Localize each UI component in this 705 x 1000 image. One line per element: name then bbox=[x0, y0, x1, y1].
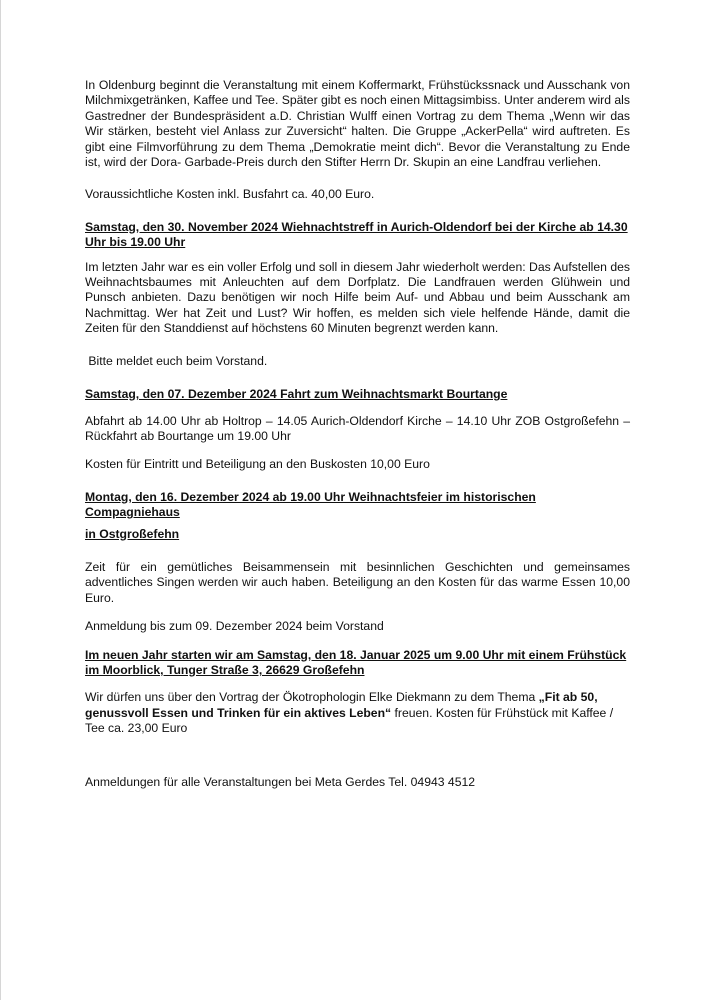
heading-dec16-line1: Montag, den 16. Dezember 2024 ab 19.00 Uhr Weihnachtsfeier im historischen Compagniehaus bbox=[85, 489, 536, 520]
paragraph-nov30: Im letzten Jahr war es ein voller Erfolg und soll in diesem Jahr wiederholt werden: Das Aufstellen des Weihnachtsbaumes mit Anleuchten auf dem Dorfplatz. Die Landfrauen werden Glühwein und Punsch anbieten. Dazu benötigen wir noch Hilfe beim Auf- und Abbau und beim Ausschank am Nachmittag. Wer hat Zeit und Lust? Wir hoffen, es melden sich viele helfende Hände, damit die Zeiten für den Standdienst auf höchstens 60 Minuten begrenzt werden kann. bbox=[85, 259, 630, 336]
page-edge bbox=[0, 0, 1, 1000]
note-nov30: Bitte meldet euch beim Vorstand. bbox=[85, 353, 268, 368]
heading-nov30: Samstag, den 30. November 2024 Wiehnachtstreff in Aurich-Oldendorf bei der Kirche ab 14.30 Uhr bis 19.00 Uhr bbox=[85, 219, 628, 250]
registration-dec16: Anmeldung bis zum 09. Dezember 2024 beim Vorstand bbox=[85, 619, 384, 634]
intro-cost: Voraussichtliche Kosten inkl. Busfahrt ca. 40,00 Euro. bbox=[85, 187, 375, 202]
heading-dec07: Samstag, den 07. Dezember 2024 Fahrt zum Weihnachtsmarkt Bourtange bbox=[85, 387, 508, 402]
page-content bbox=[85, 78, 630, 790]
heading-jan18: Im neuen Jahr starten wir am Samstag, den 18. Januar 2025 um 9.00 Uhr mit einem Frühstück im Moorblick, Tunger Straße 3, 26629 Großefehn bbox=[85, 647, 627, 677]
paragraph-dec16: Zeit für ein gemütliches Beisammensein mit besinnlichen Geschichten und gemeinsames adventliches Singen werden wir auch haben. Beteiligung an den Kosten für das warme Essen 10,00 Euro. bbox=[85, 559, 630, 605]
footer-contact: Anmeldungen für alle Veranstaltungen bei Meta Gerdes Tel. 04943 4512 bbox=[85, 774, 476, 789]
paragraph-jan18-after: freuen. Kosten für Frühstück mit Kaffee / Tee ca. 23,00 Euro bbox=[85, 705, 614, 736]
paragraph-jan18-before: Wir dürfen uns über den Vortrag der Ökotrophologin Elke Diekmann zu dem Thema bbox=[85, 690, 539, 705]
intro-paragraph: In Oldenburg beginnt die Veranstaltung mit einem Koffermarkt, Frühstückssnack und Ausschank von Milchmixgetränken, Kaffee und Tee. Später gibt es noch einen Mittagsimbiss. Unter anderem wird als Gastredner der Bundespräsident a.D. Christian Wulff einen Vortrag zu dem Thema „Wenn wir das Wir stärken, besteht viel Anlass zur Zuversicht“ halten. Die Gruppe „AckerPella“ wird auftreten. Es gibt eine Filmvorführung zu dem Thema „Demokratie meint dich“. Bevor die Veranstaltung zu Ende ist, wird der Dora- Garbade-Preis durch den Stifter Herrn Dr. Skupin an eine Landfrau verliehen. bbox=[85, 78, 630, 170]
heading-dec16-line2: in Ostgroßefehn bbox=[85, 526, 180, 541]
cost-dec07: Kosten für Eintritt und Beteiligung an den Buskosten 10,00 Euro bbox=[85, 457, 430, 472]
paragraph-jan18 bbox=[85, 690, 630, 736]
talk-title: „Fit ab 50, genussvoll Essen und Trinken für ein aktives Leben“ bbox=[85, 690, 598, 720]
paragraph-dec07: Abfahrt ab 14.00 Uhr ab Holtrop – 14.05 Aurich-Oldendorf Kirche – 14.10 Uhr ZOB Ostgroßefehn – Rückfahrt ab Bourtange um 19.00 Uhr bbox=[85, 413, 630, 443]
